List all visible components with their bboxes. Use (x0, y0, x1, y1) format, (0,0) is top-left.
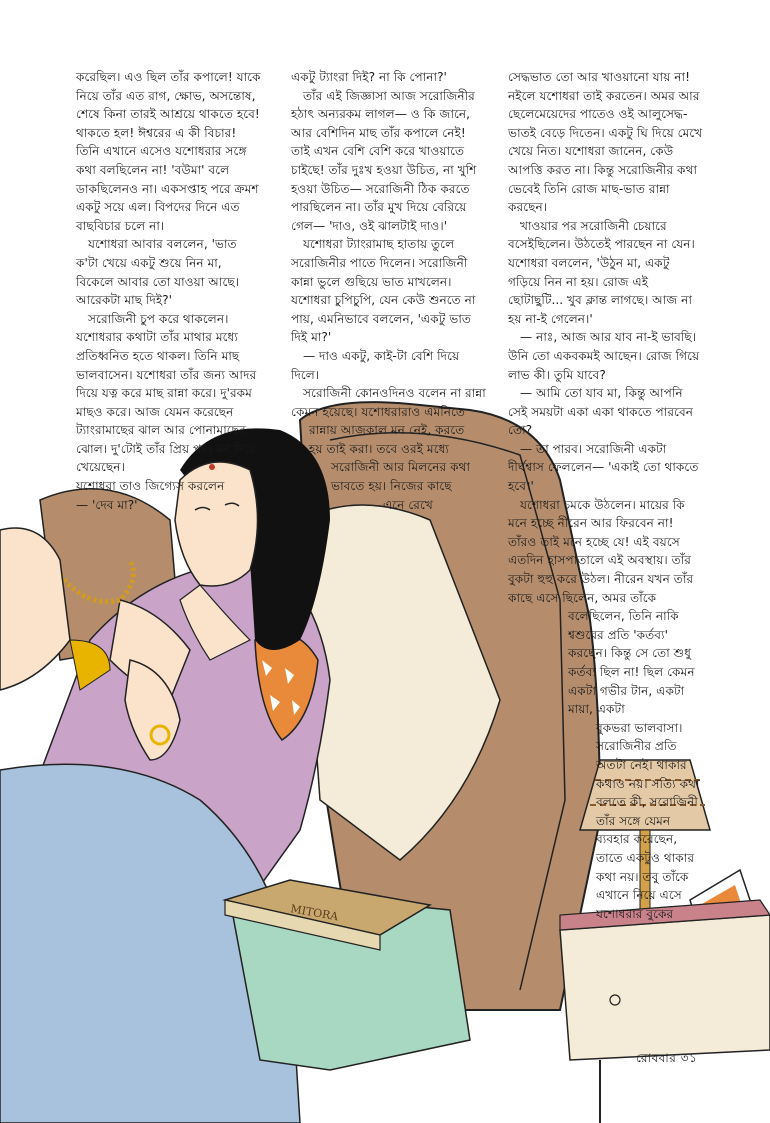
paragraph: — নাঃ, আজ আর যাব না-ই ভাবছি। উনি তো একবকমই আছেন। রোজ গিয়ে লাভ কী। তুমি যাবে? (508, 330, 700, 382)
paragraph: — আমি তো যাব মা, কিন্তু আপনি সেই সময়টা একা একা থাকতে পারবেন তো? (508, 386, 694, 438)
paragraph: — তা পারব। সরোজিনী একটা দীর্ঘশ্বাস ফেললেন— 'একাই তো থাকতে হবে।' (508, 441, 699, 494)
book-title: MITORA (289, 902, 340, 924)
paragraph: একটু ট্যাংরা দিই? না কি পোনা?' (291, 70, 447, 84)
paragraph: যশোধরা চমকে উঠলেন। মায়ের কি মনে হচ্ছে নীরেন আর ফিরবেন না! তাঁরও তাই মনে হচ্ছে যে! এই বয়সে এতদিন হাসপাতালে এই অবস্থায়। তাঁর বুকটা হুহু করে উঠল। নীরেন যখন তাঁর কাছে এসে ছিলেন, অমর তাঁকে (508, 497, 694, 605)
bedside-table (560, 900, 770, 1123)
paragraph-line: এনে রেখে (383, 497, 433, 512)
article-column-3 (508, 68, 704, 923)
paragraph: যশোধরা আবার বললেন, 'ভাত ক'টা খেয়ে একটু শুয়ে নিন মা, বিকেলে আবার তো যাওয়া আছে। আরেকটা মাছ দিই?' (76, 237, 240, 308)
paragraph: সরোজিনী কোনওদিনও বলেন না রান্না কেমন হয়েছে। যশোধরারাও এমনিতে (291, 386, 486, 419)
paragraph: — দাও একটু, কাই-টা বেশি দিয়ে দিলে। (291, 348, 460, 382)
paragraph: তাঁর এই জিজ্ঞাসা আজ সরোজিনীর হঠাৎ অন্যরকম লাগল— ও কি জানে, আর বেশিদিন মাছ তাঁর কপালে নেই! তাই এখন বেশি বেশি করে খাওয়াতে চাইছে! তাঁর দুঃখ হওয়া উচিত, না খুশি হওয়া উচিত— সরোজিনী ঠিক করতে পারছিলেন না। তাঁর মুখ দিয়ে বেরিয়ে গেল— 'দাও, ওই ঝালটাই দাও।' (291, 88, 477, 233)
paragraph: করেছিল। এও ছিল তাঁর কপালে! যাকে নিয়ে তাঁর এত রাগ, ক্ষোভ, অসন্তোষ, শেষে কিনা তারই আশ্রয়ে থাকতে হবে! থাকতে হল! ঈশ্বরের এ কী বিচার! তিনি এখানে এসেও যশোধরার সঙ্গে কথা বলছিলেন না! 'বউমা' বলে ডাকছিলেনও না। একসপ্তাহ পরে ক্রমশ একটু সয়ে এল। বিপদের দিনে এত বাছবিচার চলে না। (76, 70, 261, 233)
paragraph: সেদ্ধভাত তো আর খাওয়ানো যায় না! নইলে যশোধরা তাই করতেন। অমর আর ছেলেমেয়েদের পাতেও ওই আলুসেদ্ধ-ভাতই বেড়ে দিতেন। একটু ঘি দিয়ে মেখে খেয়ে নিত। যশোধরা জানেন, কেউ আপত্তি করত না। কিন্তু সরোজিনীর কথা ভেবেই তিনি রোজ মাছ-ভাত রান্না করছেন। (508, 70, 703, 215)
paragraph-line: ভাবতে হয়। নিজের কাছে (331, 479, 452, 494)
paragraph-line: হয় তাই করা। তবে ওরই মধ্যে (309, 441, 449, 456)
paragraph: সরোজিনী চুপ করে থাকলেন। যশোধরার কথাটা তাঁর মাথার মধ্যে প্রতিধ্বনিত হতে থাকল। তিনি মাছ ভালবাসেন। যশোধরা তাঁর জন্য আদর দিয়ে যত্ন করে মাছ রান্না করে। দু'রকম মাছও করে। আজ যেমন করেছেন ট্যাংরামাছের ঝাল আর পোনামাছের ঝোল। দু'টোই তাঁর প্রিয় পদ। মন দিয়ে খেয়েছেন। (76, 311, 257, 475)
paragraph-line: রান্নায় আজকাল মন নেই, করতে (309, 423, 465, 438)
paragraph: বলেছিলেন, তিনি নাকি শ্বশুরের প্রতি 'কর্তব্য' করছেন। কিন্তু সে তো শুধু কর্তব্য ছিল না! ছিল কেমন একটা গভীর টান, একটা মায়া, একটা (568, 609, 695, 717)
paragraph: যশোধরা ট্যাংরামাছ হাতায় তুলে সরোজিনীর পাতে দিলেন। সরোজিনী কান্না ভুলে গুছিয়ে ভাত মাখলেন। যশোধরা চুপিচুপি, যেন কেউ শুনতে না পায়, এমনিভাবে বললেন, 'একটু ভাত দিই মা?' (291, 237, 476, 345)
article-column-2 (291, 68, 487, 514)
paragraph: বুকভরা ভালবাসা। সরোজিনীর প্রতি অতটা নেই। থাকার কথাও নয়। সত্যি কথা বলতে কী, সরোজিনী তাঁর সঙ্গে যেমন ব্যবহার করেছেন, তাতে একটুও থাকার কথা নয়। তবু তাঁকে এখানে নিয়ে এসে যশোধরার বুকের (596, 720, 700, 921)
page-number: রোববার ৩১ (636, 1051, 698, 1065)
paragraph-line: সরোজিনী আর মিলনের কথা (331, 460, 471, 475)
paragraph: যশোধরা তাও জিগ্যেস করলেন— 'দেব মা?' (76, 479, 225, 512)
paragraph: খাওয়ার পর সরোজিনী চেয়ারে বসেইছিলেন। উঠতেই পারছেন না যেন। যশোধরা বললেন, 'উঠুন মা, একটু গড়িয়ে নিন না হয়। রোজ এই ছোটাছুটি... খুব ক্লান্ত লাগছে। আজ না হয় না-ই গেলেন।' (508, 218, 695, 326)
article-column-1 (76, 68, 262, 514)
